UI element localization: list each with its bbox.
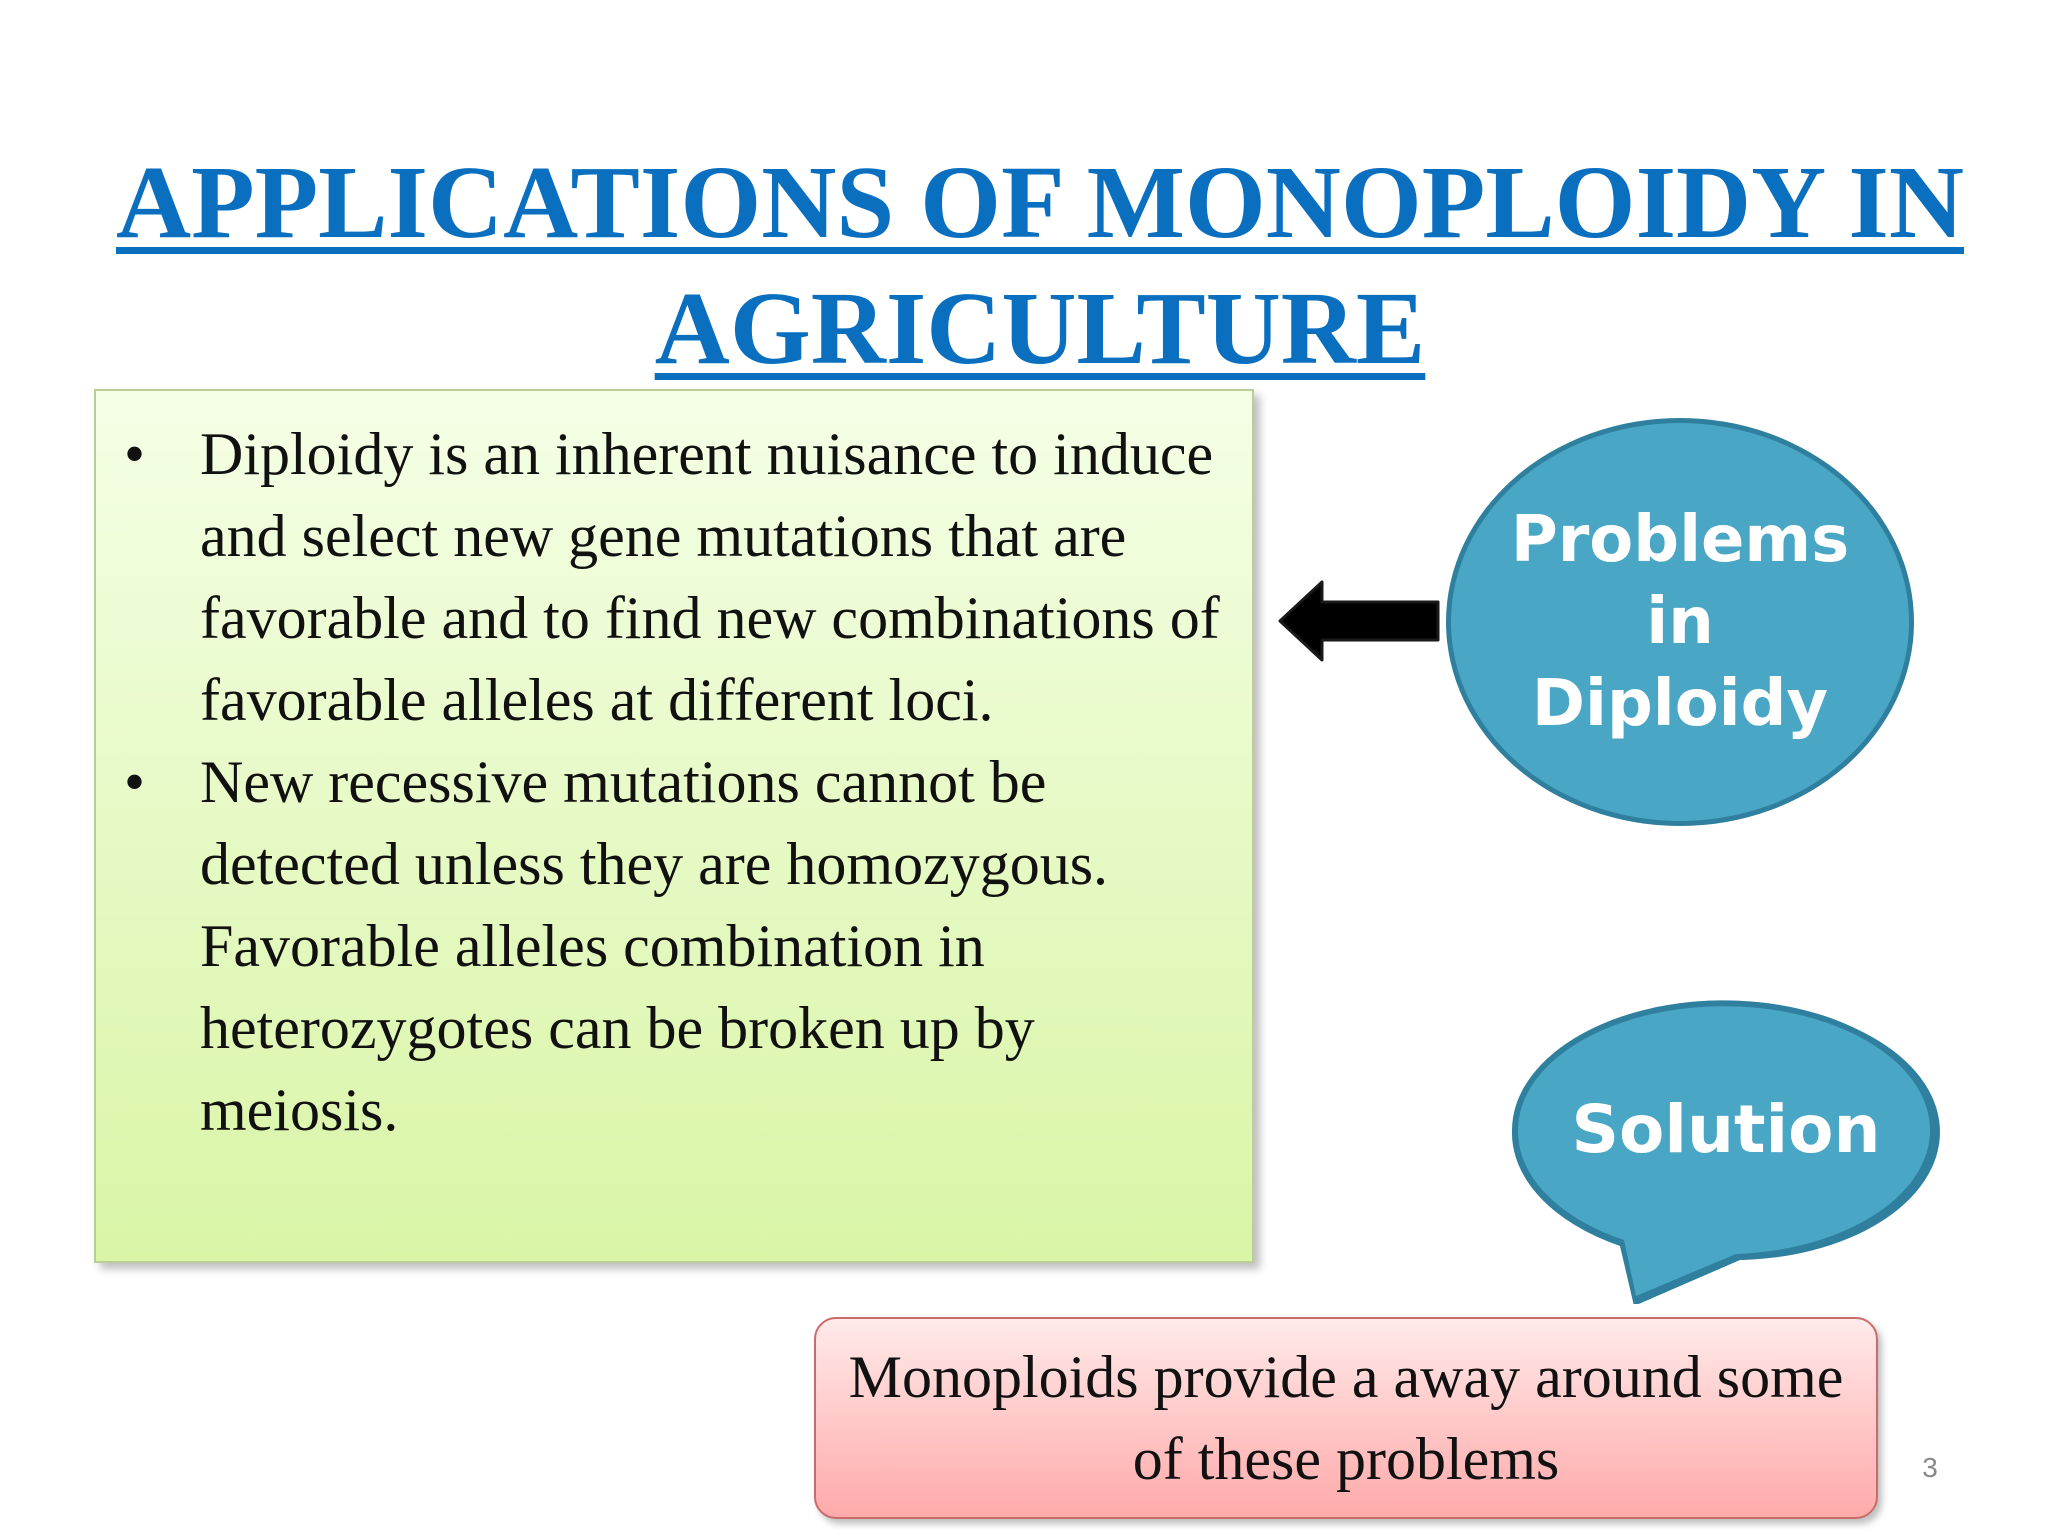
bullet-text: New recessive mutations cannot be detected unless they are homozygous. Favorable alleles combination in heterozygotes can be broken up by meiosis. (200, 749, 1109, 1143)
bullet-item (96, 413, 1246, 741)
left-arrow-icon (1276, 578, 1442, 664)
solution-text: Monoploids provide a away around some of these problems (848, 1344, 1844, 1492)
problems-in-diploidy-bubble (1446, 418, 1914, 826)
problems-bubble-label: Problems in Diploidy (1510, 503, 1850, 741)
slide-title-text: APPLICATIONS OF MONOPLOIDY IN AGRICULTURE (116, 145, 1964, 386)
page-number: 3 (1922, 1452, 1938, 1483)
bullet-dot: • (124, 749, 146, 815)
bullet-text: Diploidy is an inherent nuisance to induce and select new gene mutations that are favorable and to find new combinations of favorable alleles at different loci. (200, 421, 1220, 733)
solution-text-box (814, 1317, 1878, 1519)
bullet-item (96, 741, 1246, 1151)
slide-title (100, 140, 1980, 392)
solution-label: Solution (1571, 1091, 1881, 1168)
bullet-dot: • (124, 421, 146, 487)
problem-description-box (94, 389, 1254, 1263)
bullet-list (96, 413, 1246, 1151)
